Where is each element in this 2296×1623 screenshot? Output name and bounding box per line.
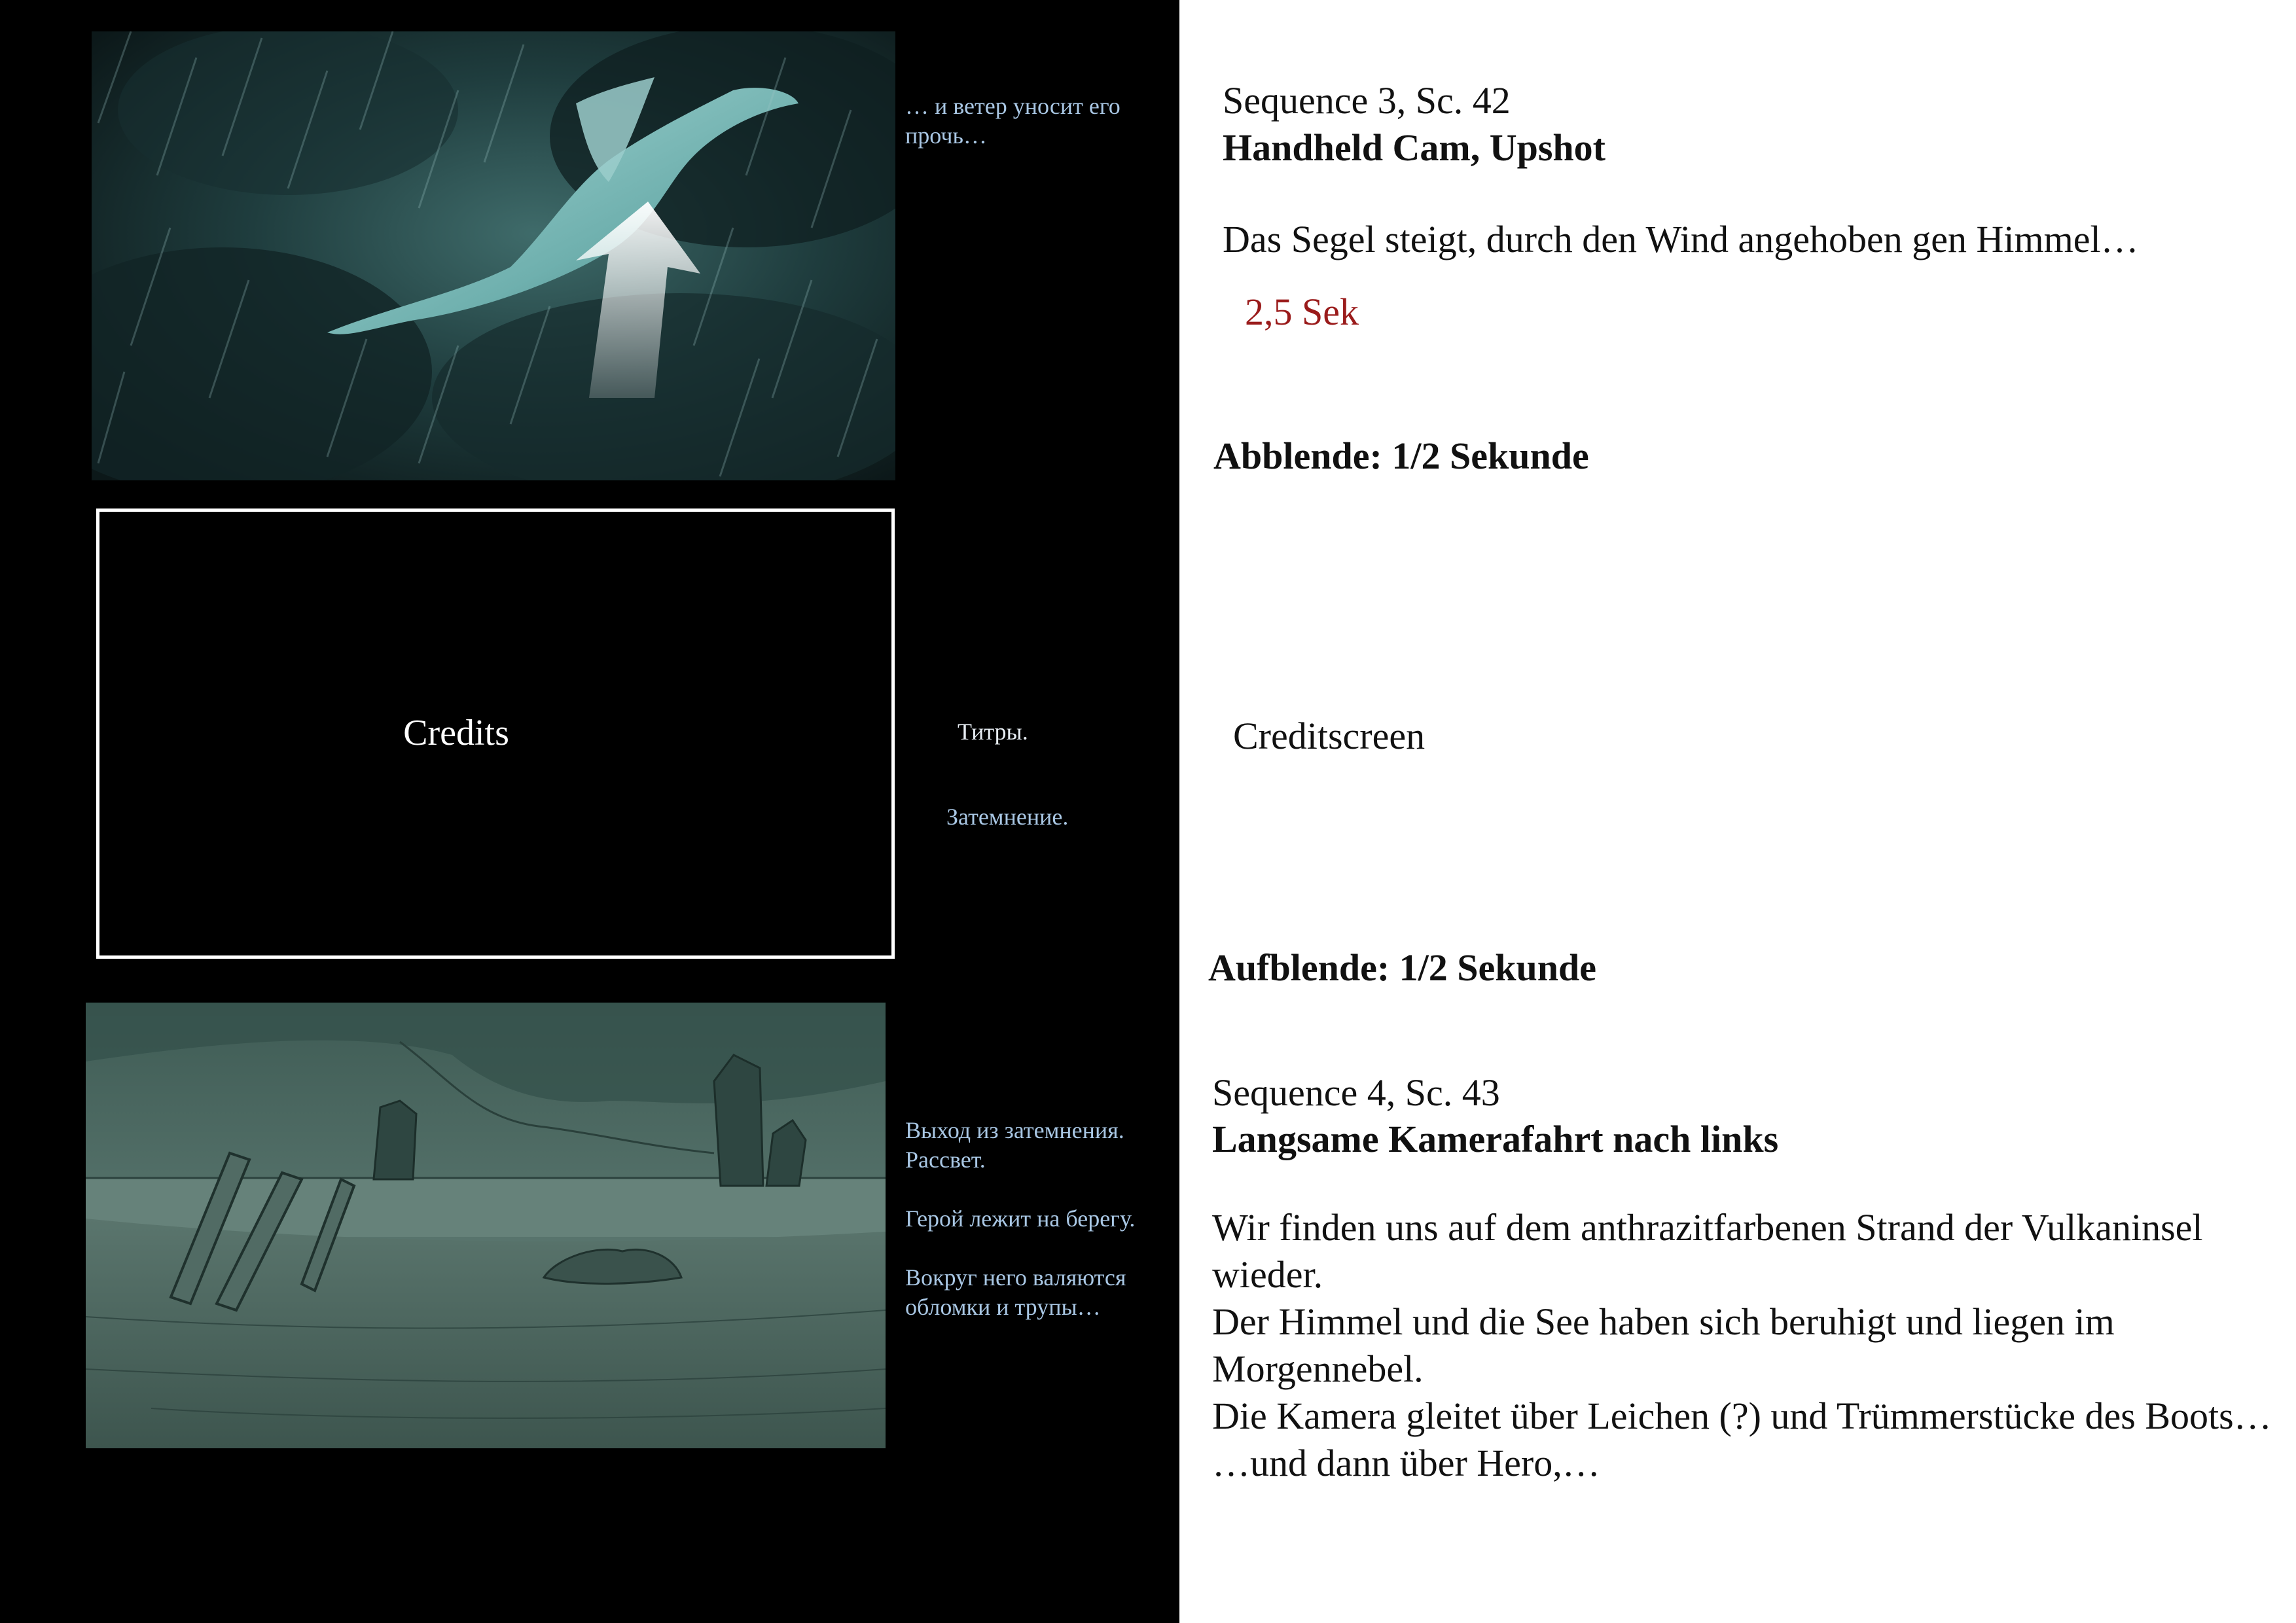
scene-description-42: Das Segel steigt, durch den Wind angehoben gen Himmel… bbox=[1223, 218, 2139, 260]
scene-heading-43: Sequence 4, Sc. 43 bbox=[1212, 1071, 1500, 1114]
ru-note-wind: … и ветер уносит его прочь… bbox=[905, 93, 1121, 149]
ru-note-blackout: Затемнение. bbox=[946, 804, 1069, 830]
credits-label: Credits bbox=[403, 713, 509, 753]
scene-description-43: Wir finden uns auf dem anthrazitfarbenen Strand der Vulkaninsel wieder. Der Himmel und die See haben sich beruhigt und liegen im Morgennebel. Die Kamera gleitet über Leichen (?) und Trümmerstücke des Boots… …und dann über Hero,… bbox=[1212, 1206, 2272, 1484]
script-notes-column bbox=[1179, 0, 2296, 1623]
credits-description: Creditscreen bbox=[1233, 715, 1426, 757]
transition-fade-out: Abblende: 1/2 Sekunde bbox=[1213, 435, 1589, 477]
storyboard-frame-credits bbox=[96, 508, 895, 959]
storyboard-frame-storm-sail bbox=[92, 31, 895, 480]
camera-note-43: Langsame Kamerafahrt nach links bbox=[1212, 1118, 1779, 1160]
ru-note-titles: Титры. bbox=[958, 719, 1028, 745]
ru-note-dawn: Выход из затемнения. Рассвет. Герой лежит на берегу. Вокруг него валяются обломки и трупы… bbox=[905, 1117, 1136, 1320]
storyboard-frame-beach bbox=[86, 1003, 886, 1448]
transition-fade-in: Aufblende: 1/2 Sekunde bbox=[1208, 946, 1597, 989]
camera-note-42: Handheld Cam, Upshot bbox=[1223, 126, 1605, 169]
beach-wreck-illustration bbox=[86, 1003, 886, 1448]
scene-heading-42: Sequence 3, Sc. 42 bbox=[1223, 79, 1511, 122]
duration-note-42: 2,5 Sek bbox=[1245, 291, 1359, 333]
storm-sail-illustration bbox=[92, 31, 895, 480]
